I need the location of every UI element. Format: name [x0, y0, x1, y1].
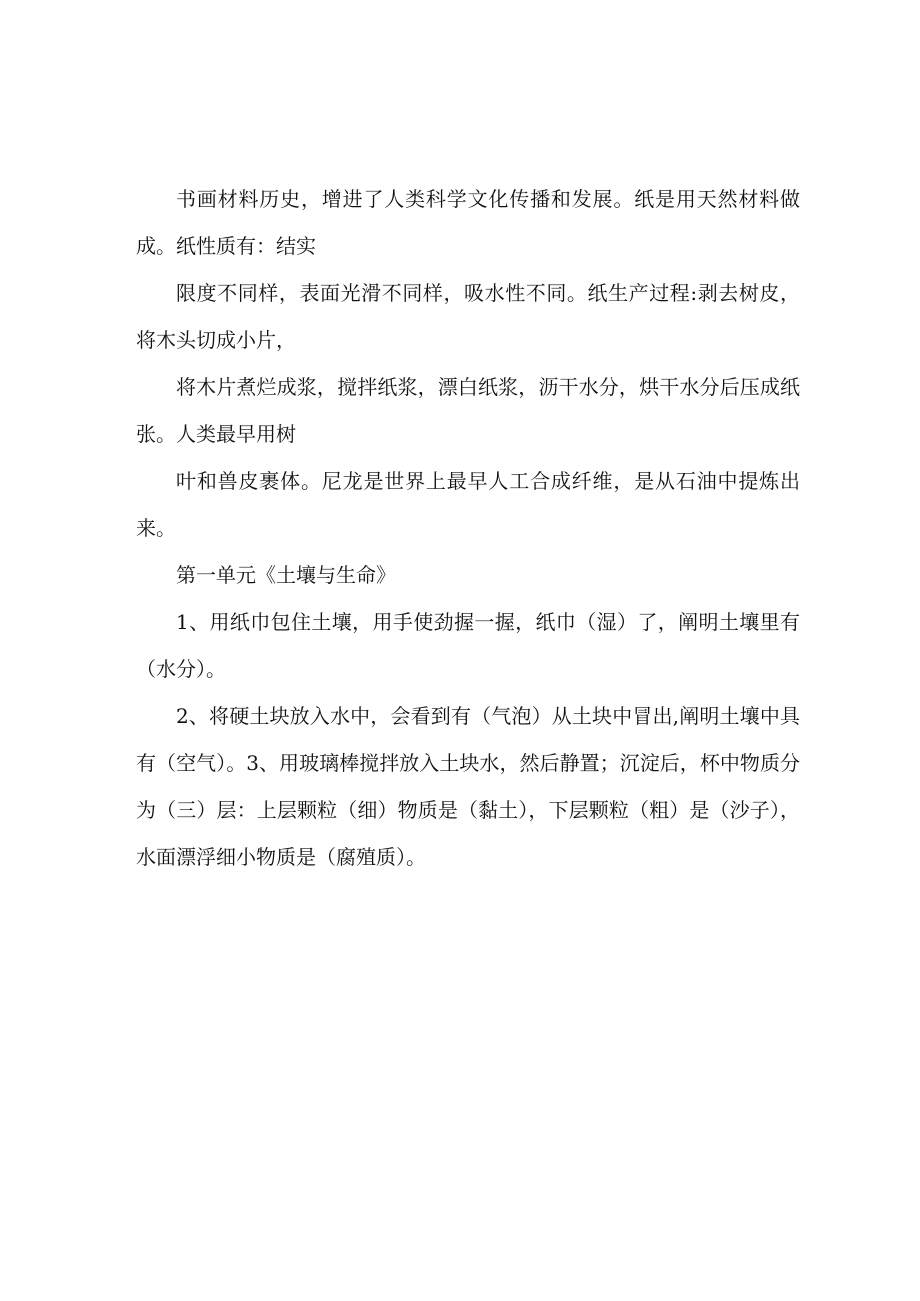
list-item: 2、将硬土块放入水中，会看到有（气泡）从土块中冒出,阐明土壤中具有（空气）。3、用玻璃棒搅拌放入土块水，然后静置；沉淀后，杯中物质分为（三）层：上层颗粒（细）物质是（黏土），下层颗粒（粗）是（沙子），水面漂浮细小物质是（腐殖质）。 [136, 704, 800, 869]
paragraph: 将木片煮烂成浆，搅拌纸浆，漂白纸浆，沥干水分，烘干水分后压成纸张。人类最早用树 [136, 375, 800, 446]
document-body [136, 176, 800, 881]
list-item: 1、用纸巾包住土壤，用手使劲握一握，纸巾（湿）了，阐明土壤里有（水分）。 [136, 610, 800, 681]
section-heading: 第一单元《土壤与生命》 [176, 563, 396, 587]
paragraph: 书画材料历史，增进了人类科学文化传播和发展。纸是用天然材料做成。纸性质有：结实 [136, 187, 800, 258]
paragraph: 限度不同样，表面光滑不同样，吸水性不同。纸生产过程:剥去树皮，将木头切成小片， [136, 281, 800, 352]
paragraph: 叶和兽皮裹体。尼龙是世界上最早人工合成纤维，是从石油中提炼出来。 [136, 469, 800, 540]
